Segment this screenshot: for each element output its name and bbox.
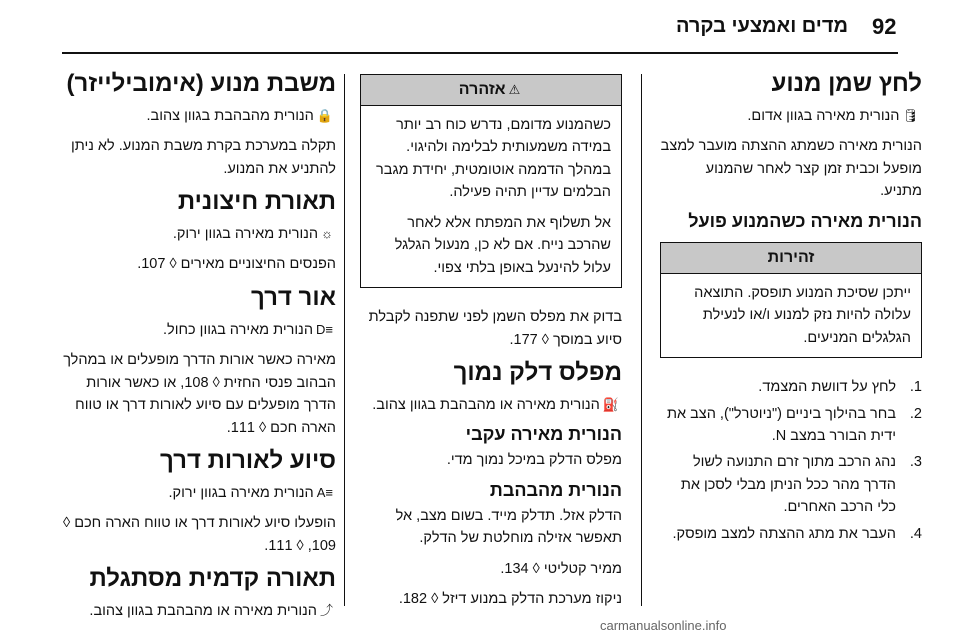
paragraph: הדלק אזל. תדלק מייד. בשום מצב, אל תאפשר אזילה מוחלטת של הדלק.: [395, 507, 622, 547]
paragraph: הופעלו סיוע לאורות דרך או טווח הארה חכם ◊ 109, ◊ 111.: [63, 515, 336, 554]
section-title: לחץ שמן מנוע: [771, 70, 922, 97]
page-number: 92: [872, 14, 897, 39]
caution-body: ייתכן שסיכת המנוע תופסק. התוצאה עלולה להיות נזק למנוע ו/או לנעילת הגלגלים המניעים.: [694, 284, 911, 346]
paragraph: ≡Aהנורית מאירה בגוון ירוק.: [62, 482, 336, 504]
section-title: תאורה קדמית מסתגלת: [89, 565, 336, 593]
page-header: [0, 0, 960, 44]
subsection-title: הנורית מאירה עקבי: [465, 424, 622, 445]
warning-title: ⚠אזהרה: [361, 75, 621, 106]
list-item: 1. לחץ על דוושת המצמד.: [758, 379, 922, 396]
section-title: סיוע לאורות דרך: [160, 447, 336, 475]
paragraph: מאירה כאשר אורות הדרך מופעלים או במהלך הבהוב פנסי החזית ◊ 108, או כאשר אורות הדרך מופעלים עם סיוע לאורות דרך או טווח הארה חכם ◊ 111.: [63, 352, 336, 436]
subsection-title: הנורית מהבהבת: [489, 479, 622, 500]
paragraph: ≡Dהנורית מאירה בגוון כחול.: [62, 319, 336, 341]
chapter-title: מדים ואמצעי בקרה: [675, 15, 848, 37]
watermark: carmanualsonline.info: [600, 618, 727, 633]
section-title: מפלס דלק נמוך: [453, 359, 622, 387]
high-beam-assist-icon: ≡A: [316, 484, 333, 500]
warning-body: כשהמנוע מדומם, נדרש כוח רב יותר במידה משמעותית לבלימה ולהיגוי. במהלך הדממה אוטומטית, יחידת מגבר הבלמים עדיין תהיה פעילה. אל תשלוף את המפתח אלא לאחר שהרכב נייח. אם לא כן, מנעול הגלגל עלול להינעל באופן בלתי צפוי.: [376, 117, 611, 276]
column-right: [660, 70, 922, 549]
list-item: 3. נהג הרכב מתוך זרם התנועה לשול הדרך מהר ככל הניתן מבלי לסכן את כלי הרכב האחרים.: [680, 454, 922, 516]
paragraph: הנורית מאירה כשמתג ההצתה מועבר למצב מופעל וכבית זמן קצר לאחר שהמנוע מתניע.: [660, 138, 922, 200]
paragraph: ממיר קטליטי ◊ 134.: [500, 560, 622, 577]
warning-box: [360, 74, 622, 288]
paragraph: הפנסים החיצוניים מאירים ◊ 107.: [137, 256, 336, 273]
section-title: משבת מנוע (אימובילייזר): [66, 70, 336, 97]
steps-list: [660, 376, 922, 545]
high-beam-icon: ≡D: [316, 321, 333, 337]
caution-title: זהירות: [661, 243, 921, 274]
header-rule: [62, 52, 898, 54]
paragraph: מפלס הדלק במיכל נמוך מדי.: [446, 452, 622, 469]
exterior-light-icon: ☼: [321, 226, 333, 241]
paragraph: ☼הנורית מאירה בגוון ירוק.: [62, 223, 336, 245]
paragraph: ניקוז מערכת הדלק במנוע דיזל ◊ 182.: [398, 591, 622, 608]
paragraph: ⛽הנורית מאירה או מהבהבת בגוון צהוב.: [360, 394, 622, 416]
immobilizer-icon: 🔒: [316, 107, 333, 123]
fuel-icon: ⛽: [602, 397, 619, 413]
subsection-title: הנורית מאירה כשהמנוע פועל: [688, 210, 922, 231]
paragraph: 🔒הנורית מהבהבת בגוון צהוב.: [62, 105, 336, 127]
oil-can-icon: 🛢: [902, 107, 919, 123]
column-divider: [344, 74, 345, 606]
section-title: תאורת חיצונית: [177, 188, 336, 216]
list-item: 4. העבר את מתג ההצתה למצב מופסק.: [672, 525, 922, 542]
section-title: אור דרך: [250, 283, 336, 311]
list-item: 2. בחר בהילוך ביניים ("ניוטרל"), הצב את ידית הבורר במצב N.: [666, 405, 922, 445]
column-middle: [360, 70, 622, 619]
caution-box: [660, 242, 922, 358]
paragraph: ⤴הנורית מאירה או מהבהבת בגוון צהוב.: [62, 600, 336, 622]
paragraph: תקלה במערכת בקרת משבת המנוע. לא ניתן להתניע את המנוע.: [71, 138, 336, 177]
paragraph: בדוק את מפלס השמן לפני שתפנה לקבלת סיוע במוסך ◊ 177.: [368, 309, 622, 348]
warning-triangle-icon: ⚠: [508, 82, 521, 97]
adaptive-light-icon: ⤴: [319, 603, 333, 619]
paragraph: 🛢הנורית מאירה בגוון אדום.: [660, 105, 922, 127]
column-left: [62, 70, 336, 631]
column-divider: [641, 74, 642, 606]
